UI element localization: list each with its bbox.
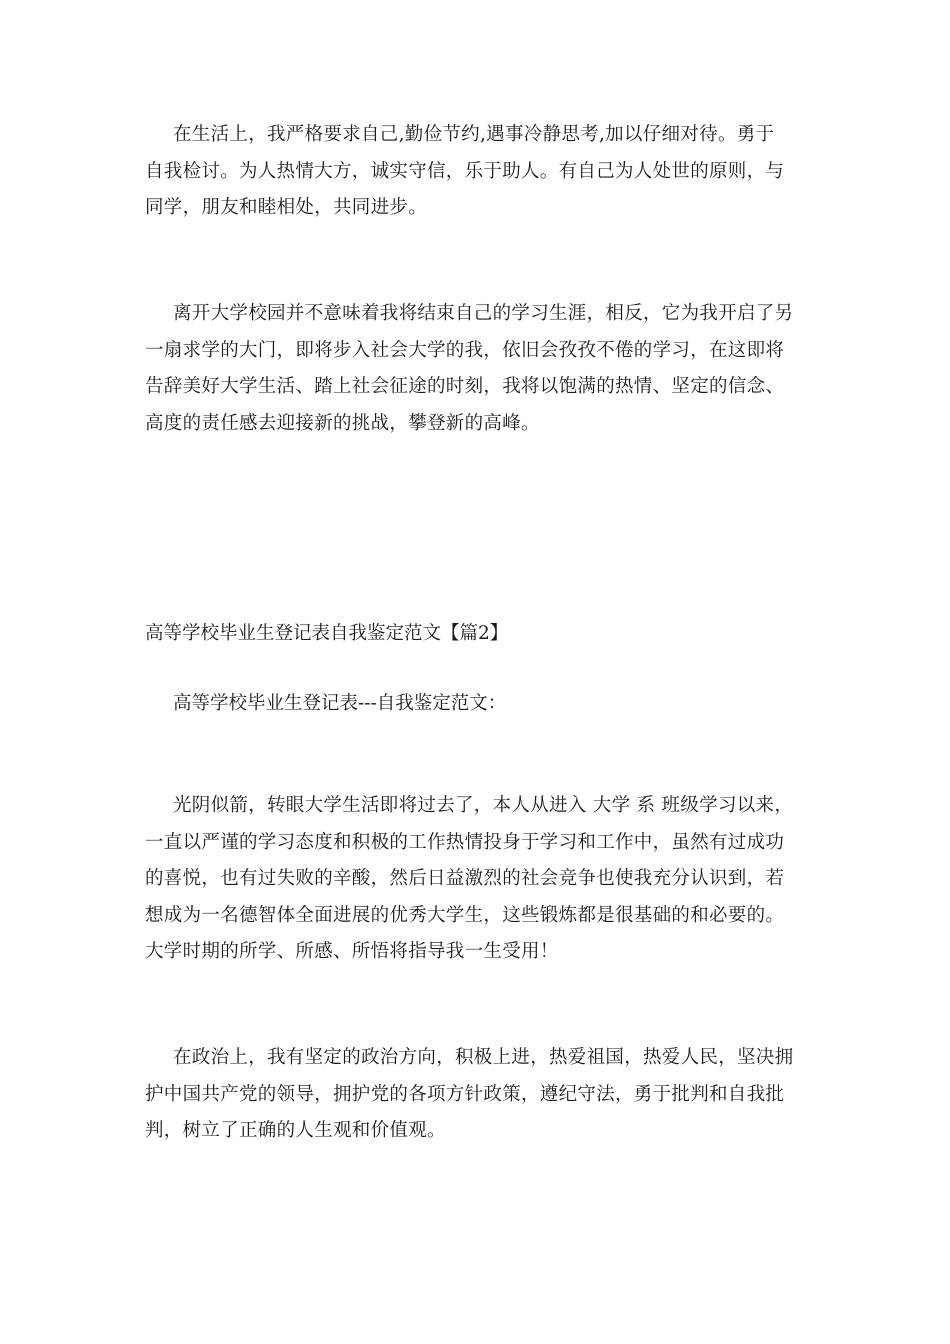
paragraph-line: 自我检讨。为人热情大方，诚实守信，乐于助人。有自己为人处世的原则，与 <box>145 160 785 182</box>
paragraph-line: 的喜悦，也有过失败的辛酸，然后日益激烈的社会竞争也使我充分认识到，若 <box>145 868 785 889</box>
section-title: 高等学校毕业生登记表自我鉴定范文【篇2】 <box>145 623 509 644</box>
section-subtitle: 高等学校毕业生登记表---自我鉴定范文： <box>173 693 507 714</box>
paragraph-line: 一扇求学的大门，即将步入社会大学的我，依旧会孜孜不倦的学习，在这即将 <box>145 339 785 361</box>
paragraph-line: 大学时期的所学、所感、所悟将指导我一生受用！ <box>145 941 559 962</box>
paragraph-college-life <box>145 788 815 971</box>
paragraph-line: 一直以严谨的学习态度和积极的工作热情投身于学习和工作中，虽然有过成功 <box>145 831 785 853</box>
paragraph-line: 在政治上，我有坚定的政治方向，积极上进，热爱祖国，热爱人民，坚决拥 <box>173 1047 794 1068</box>
paragraph-line: 告辞美好大学生活、踏上社会征途的时刻，我将以饱满的热情、坚定的信念、 <box>145 376 785 397</box>
paragraph-line: 离开大学校园并不意味着我将结束自己的学习生涯，相反，它为我开启了另 <box>173 303 794 324</box>
section-heading <box>145 616 815 652</box>
paragraph-leaving-campus <box>145 296 815 442</box>
paragraph-line: 光阴似箭，转眼大学生活即将过去了，本人从进入 大学 系 班级学习以来， <box>173 795 794 816</box>
paragraph-life <box>145 117 815 227</box>
paragraph-politics <box>145 1040 815 1150</box>
section-subheading <box>145 686 815 722</box>
paragraph-line: 想成为一名德智体全面进展的优秀大学生，这些锻炼都是很基础的和必要的。 <box>145 904 785 926</box>
paragraph-line: 判，树立了正确的人生观和价值观。 <box>145 1120 446 1141</box>
paragraph-line: 高度的责任感去迎接新的挑战，攀登新的高峰。 <box>145 412 540 434</box>
paragraph-line: 护中国共产党的领导，拥护党的各项方针政策，遵纪守法，勇于批判和自我批 <box>145 1083 785 1105</box>
paragraph-line: 在生活上，我严格要求自己,勤俭节约,遇事冷静思考,加以仔细对待。勇于 <box>173 124 775 145</box>
paragraph-line: 同学，朋友和睦相处，共同进步。 <box>145 197 428 218</box>
